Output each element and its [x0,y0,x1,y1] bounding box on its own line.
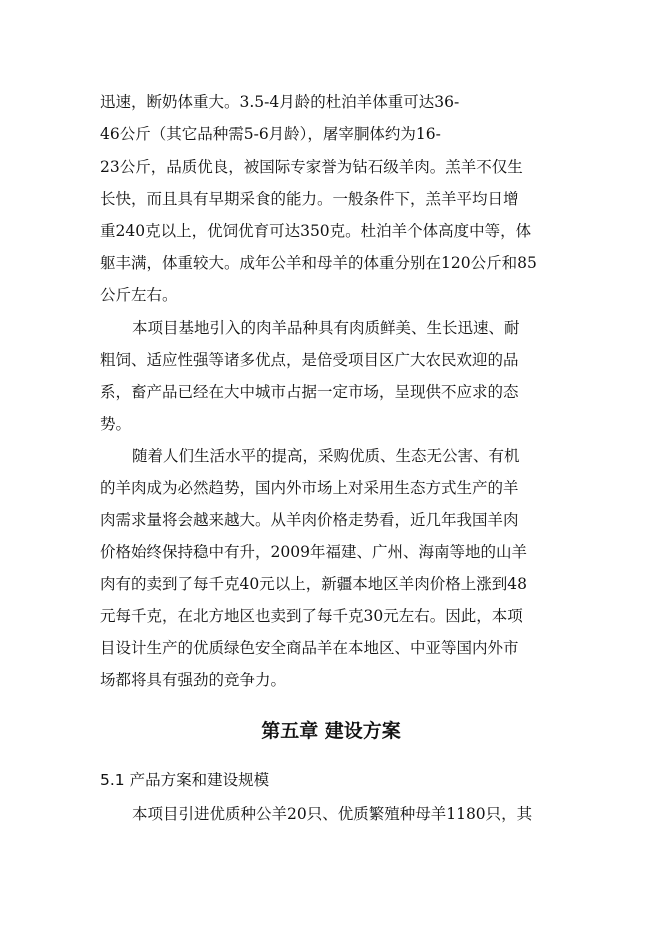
paragraph-1-line: 公斤左右。 [100,286,178,304]
paragraph-3-line: 目设计生产的优质绿色安全商品羊在本地区、中亚等国内外市 [100,639,519,657]
paragraph-2-line: 势。 [100,415,132,433]
paragraph-1-line: 躯丰满，体重较大。成年公羊和母羊的体重分别在120公斤和85 [100,254,537,272]
paragraph-3-line: 元每千克，在北方地区也卖到了每千克30元左右。因此，本项 [100,607,523,625]
paragraph-3-line: 的羊肉成为必然趋势，国内外市场上对采用生态方式生产的羊 [100,479,519,497]
paragraph-3-line: 场都将具有强劲的竞争力。 [100,671,287,689]
paragraph-1-line: 46公斤（其它品种需5-6月龄），屠宰胴体约为16- [100,125,441,143]
paragraph-3-line: 价格始终保持稳中有升，2009年福建、广州、海南等地的山羊 [100,543,527,561]
paragraph-3-line: 肉需求量将会越来越大。从羊肉价格走势看，近几年我国羊肉 [100,511,519,529]
section-heading: 5.1 产品方案和建设规模 [100,771,270,789]
paragraph-4-line: 本项目引进优质种公羊20只、优质繁殖种母羊1180只，其 [132,805,533,823]
paragraph-2-line: 本项目基地引入的肉羊品种具有肉质鲜美、生长迅速、耐 [132,319,520,337]
chapter-title: 第五章 建设方案 [261,720,401,742]
paragraph-3-line: 随着人们生活水平的提高，采购优质、生态无公害、有机 [132,447,520,465]
paragraph-1-line: 长快，而且具有早期采食的能力。一般条件下，羔羊平均日增 [100,190,519,208]
paragraph-3-line: 肉有的卖到了每千克40元以上，新疆本地区羊肉价格上涨到48 [100,575,527,593]
paragraph-1-line: 重240克以上，优饲优育可达350克。杜泊羊个体高度中等，体 [100,222,532,240]
paragraph-1-line: 迅速，断奶体重大。3.5-4月龄的杜泊羊体重可达36- [100,93,460,111]
paragraph-1-line: 23公斤，品质优良，被国际专家誉为钻石级羊肉。羔羊不仅生 [100,158,523,176]
paragraph-2-line: 粗饲、适应性强等诸多优点，是倍受项目区广大农民欢迎的品 [100,351,519,369]
paragraph-2-line: 系，畜产品已经在大中城市占据一定市场，呈现供不应求的态 [100,383,519,401]
